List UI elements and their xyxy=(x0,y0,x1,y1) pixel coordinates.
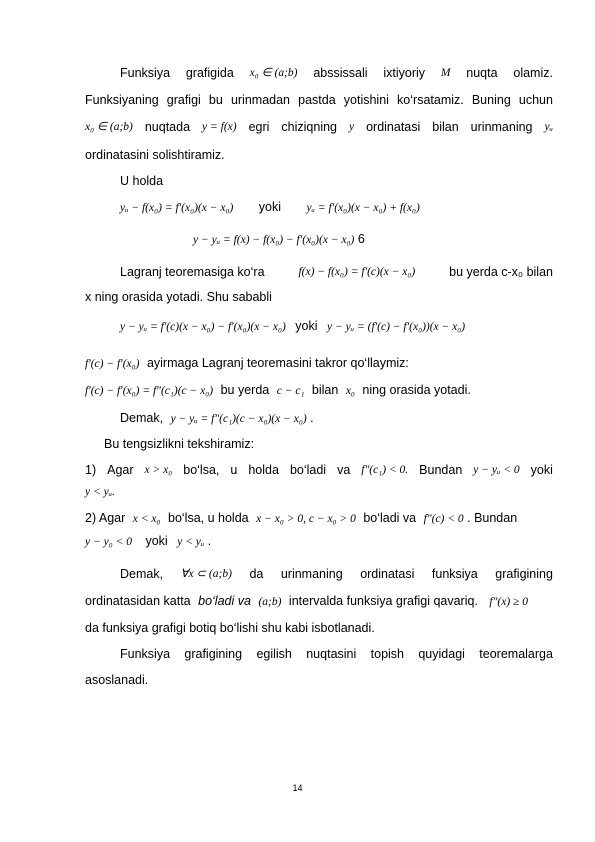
equation-line xyxy=(120,199,553,216)
text-span: bo‘ladi va xyxy=(363,511,417,525)
text-span: bu yerda xyxy=(220,383,270,397)
paragraph-line: asoslanadi. xyxy=(85,673,149,687)
text-word: yoki xyxy=(295,319,318,333)
text-word: yoki xyxy=(530,463,553,477)
math-formula: y − yᵤ = f′(c)(x − x₀) − f′(x₀)(x − x₀) xyxy=(120,321,286,333)
text-word: uchun xyxy=(518,93,553,107)
text-span: bu yerda c-x₀ bilan xyxy=(449,265,553,279)
text-word: yoki xyxy=(145,534,168,548)
math-formula: c − c₁ xyxy=(276,385,305,397)
text-span: . xyxy=(207,534,212,548)
paragraph-line xyxy=(85,533,553,550)
equation-line xyxy=(193,231,553,248)
paragraph-line xyxy=(85,119,553,135)
paragraph-line xyxy=(85,92,553,108)
text-word: teoremalarga xyxy=(479,647,553,661)
math-formula: yᵤ − f(x₀) = f′(x₀)(x − x₀) xyxy=(120,202,234,214)
text-span: bo‘ladi va xyxy=(198,594,251,608)
text-word: olamiz. xyxy=(513,66,553,80)
text-word: abssissali xyxy=(313,66,368,80)
page-number: 14 xyxy=(292,783,303,793)
text-word: ko‘rsatamiz. xyxy=(397,93,464,107)
math-formula: x > x₀ xyxy=(144,464,173,476)
paragraph-line xyxy=(120,264,553,280)
text-span: bo‘lsa, u holda xyxy=(168,511,249,525)
text-word: grafigida xyxy=(185,66,234,80)
text-word: Funksiya xyxy=(120,66,171,80)
paragraph-line xyxy=(85,462,553,478)
text-word: yotishini xyxy=(343,93,389,107)
paragraph-line: Bu tengsizlikni tekshiramiz: xyxy=(104,437,255,451)
math-formula: y − y₀ < 0 xyxy=(85,536,132,548)
text-word: Bundan xyxy=(419,463,463,477)
text-span: ordinatasidan katta xyxy=(85,594,191,608)
text-word: nuqta xyxy=(466,66,498,80)
text-span: Lagranj teoremasiga ko‘ra xyxy=(120,265,265,279)
text-word: yoki xyxy=(258,200,282,214)
text-word: va xyxy=(337,463,351,477)
math-formula: x − x₀ > 0, c − x₀ > 0 xyxy=(256,513,356,525)
text-word: da xyxy=(249,567,264,581)
math-formula: f″(c₁) < 0. xyxy=(361,464,409,476)
math-formula: y = f(x) xyxy=(202,121,237,133)
text-word: Demak, xyxy=(120,567,164,581)
math-formula: y < yᵤ. xyxy=(85,486,115,498)
text-span: intervalda funksiya grafigi qavariq. xyxy=(288,594,478,608)
paragraph-line xyxy=(85,510,553,527)
math-formula: y − yᵤ = (f′(c) − f′(x₀))(x − x₀) xyxy=(327,321,466,333)
paragraph-line xyxy=(120,410,553,427)
text-word: ordinatasi xyxy=(366,120,421,134)
math-formula: f′(c) − f′(x₀) xyxy=(85,358,140,370)
equation-number: 6 xyxy=(357,232,365,246)
text-word: egri xyxy=(248,120,270,134)
paragraph-line xyxy=(85,355,553,372)
text-word: bo‘ladi xyxy=(289,463,327,477)
text-word: urinmaning xyxy=(280,567,343,581)
math-formula: f″(x) ≥ 0 xyxy=(489,596,528,608)
paragraph-line xyxy=(85,593,553,610)
text-word: egilish xyxy=(256,647,292,661)
paragraph-line: ordinatasini solishtiramiz. xyxy=(85,148,225,162)
math-symbol: M xyxy=(440,67,451,79)
paragraph-line xyxy=(85,382,553,399)
math-formula: x < x₀ xyxy=(132,513,161,525)
math-formula: (a;b) xyxy=(258,596,282,608)
paragraph-line xyxy=(120,65,553,81)
text-word: ordinatasi xyxy=(360,567,415,581)
text-word: u xyxy=(230,463,238,477)
text-word: quyidagi xyxy=(418,647,465,661)
paragraph-line xyxy=(120,566,553,582)
text-word: grafigi xyxy=(166,93,201,107)
math-symbol: y xyxy=(348,121,355,133)
text-word: pastda xyxy=(298,93,336,107)
math-formula: y − yᵤ = f(x) − f(x₀) − f′(x₀)(x − x₀) xyxy=(193,234,355,246)
math-formula: x₀ ∈ (a;b) xyxy=(85,121,133,133)
math-formula: y < yᵤ xyxy=(177,536,205,548)
equation-line xyxy=(120,318,553,335)
text-word: topish xyxy=(370,647,404,661)
text-span: 2) Agar xyxy=(85,511,126,525)
text-word: nuqtasini xyxy=(306,647,357,661)
text-span: . xyxy=(310,411,314,425)
text-word: 1) xyxy=(85,463,97,477)
math-formula: ∀x ⊂ (a;b) xyxy=(180,568,232,580)
text-span: . Bundan xyxy=(467,511,518,525)
text-word: holda xyxy=(248,463,279,477)
math-formula: f′(c) − f′(x₀) = f″(c₁)(c − x₀) xyxy=(85,385,214,397)
text-word: Buning xyxy=(471,93,511,107)
text-word: Funksiyaning xyxy=(85,93,159,107)
text-word: bo‘lsa, xyxy=(183,463,220,477)
math-formula: yᵤ = f′(x₀)(x − x₀) + f(x₀) xyxy=(306,202,420,214)
math-formula: y − yᵤ < 0 xyxy=(473,464,520,476)
text-word: nuqtada xyxy=(144,120,191,134)
math-formula: y − yᵤ = f″(c₁)(c − x₀)(x − x₀) xyxy=(170,413,307,425)
text-span: bilan xyxy=(311,383,339,397)
text-word: grafigining xyxy=(495,567,553,581)
math-formula: f″(c) < 0 xyxy=(423,513,464,525)
text-span: Demak, xyxy=(120,411,164,425)
paragraph-line: da funksiya grafigi botiq bo‘lishi shu kabi isbotlanadi. xyxy=(85,621,375,635)
math-symbol: x₀ xyxy=(345,385,355,397)
paragraph-line xyxy=(120,646,553,662)
text-word: chiziqning xyxy=(281,120,337,134)
math-formula: f(x) − f(x₀) = f′(c)(x − x₀) xyxy=(298,266,416,278)
text-word: bilan xyxy=(432,120,459,134)
text-span: ayirmaga Lagranj teoremasini takror qo‘llaymiz: xyxy=(146,356,409,370)
text-word: urinmadan xyxy=(230,93,291,107)
text-word: bu xyxy=(208,93,223,107)
text-word: ixtiyoriy xyxy=(383,66,426,80)
text-span: ning orasida yotadi. xyxy=(362,383,471,397)
text-word: Funksiya xyxy=(120,647,171,661)
text-word: urinmaning xyxy=(470,120,533,134)
math-formula: x₀ ∈ (a;b) xyxy=(249,67,298,79)
math-symbol: yᵤ xyxy=(544,121,553,133)
text-word: Agar xyxy=(107,463,134,477)
text-word: funksiya xyxy=(431,567,478,581)
text-word: grafigining xyxy=(184,647,243,661)
paragraph-line: x ning orasida yotadi. Shu sababli xyxy=(85,290,272,304)
paragraph-line: U holda xyxy=(120,174,164,188)
